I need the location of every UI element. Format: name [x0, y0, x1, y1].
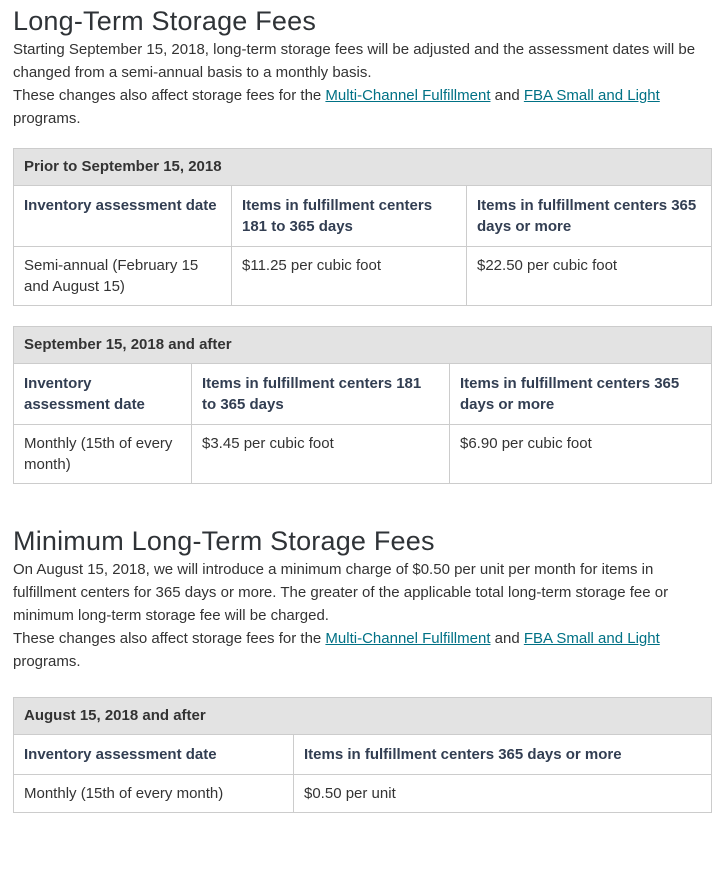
- multi-channel-fulfillment-link[interactable]: Multi-Channel Fulfillment: [325, 87, 491, 104]
- fba-small-and-light-link[interactable]: FBA Small and Light: [523, 630, 660, 647]
- column-header-181-365-days: Items in fulfillment centers 181 to 365 days: [232, 186, 467, 247]
- links-paragraph-text-before: These changes also affect storage fees for the: [13, 87, 326, 104]
- help-article: [0, 4, 724, 813]
- cell-minimum-fee: $0.50 per unit: [294, 775, 712, 813]
- table-row: [14, 247, 712, 306]
- cell-assessment-date: Semi-annual (February 15 and August 15): [14, 247, 232, 306]
- long-term-intro-paragraph: Starting September 15, 2018, long-term storage fees will be adjusted and the assessment dates will be changed from a semi-annual basis to a monthly basis.: [13, 41, 696, 81]
- table-caption-row: [14, 327, 712, 364]
- table-caption-row: [14, 698, 712, 735]
- links-paragraph-text-after: programs.: [13, 653, 81, 670]
- table-row: [14, 775, 712, 813]
- multi-channel-fulfillment-link[interactable]: Multi-Channel Fulfillment: [325, 630, 491, 647]
- table-prior-to-september-15-2018: [13, 148, 712, 306]
- page-title: Long-Term Storage Fees: [13, 6, 317, 36]
- column-header-365-days-or-more: Items in fulfillment centers 365 days or more: [450, 364, 712, 425]
- column-header-181-365-days: Items in fulfillment centers 181 to 365 days: [192, 364, 450, 425]
- table-september-15-2018-and-after: [13, 326, 712, 484]
- column-header-365-days-or-more: Items in fulfillment centers 365 days or more: [294, 735, 712, 775]
- table-caption: September 15, 2018 and after: [14, 327, 712, 364]
- table-header-row: [14, 364, 712, 425]
- cell-assessment-date: Monthly (15th of every month): [14, 425, 192, 484]
- cell-assessment-date: Monthly (15th of every month): [14, 775, 294, 813]
- column-header-assessment-date: Inventory assessment date: [14, 186, 232, 247]
- long-term-links-paragraph: [13, 84, 711, 130]
- table-header-row: [14, 186, 712, 247]
- table-caption: Prior to September 15, 2018: [14, 149, 712, 186]
- links-paragraph-text-between: and: [490, 630, 524, 647]
- links-paragraph-text-before: These changes also affect storage fees for the: [13, 630, 326, 647]
- minimum-fees-intro-paragraph: On August 15, 2018, we will introduce a minimum charge of $0.50 per unit per month for items in fulfillment centers for 365 days or more. The greater of the applicable total long-term storage fee or minimum long-term storage fee will be charged.: [13, 561, 669, 624]
- cell-fee-181-365: $3.45 per cubic foot: [192, 425, 450, 484]
- minimum-links-paragraph: [13, 627, 711, 673]
- links-paragraph-text-between: and: [490, 87, 524, 104]
- cell-fee-181-365: $11.25 per cubic foot: [232, 247, 467, 306]
- cell-fee-365-plus: $22.50 per cubic foot: [467, 247, 712, 306]
- table-caption: August 15, 2018 and after: [14, 698, 712, 735]
- links-paragraph-text-after: programs.: [13, 110, 81, 127]
- column-header-assessment-date: Inventory assessment date: [14, 364, 192, 425]
- table-august-15-2018-and-after: [13, 697, 712, 813]
- table-row: [14, 425, 712, 484]
- cell-fee-365-plus: $6.90 per cubic foot: [450, 425, 712, 484]
- minimum-fees-title: Minimum Long-Term Storage Fees: [13, 526, 435, 556]
- fba-small-and-light-link[interactable]: FBA Small and Light: [523, 87, 660, 104]
- column-header-365-days-or-more: Items in fulfillment centers 365 days or more: [467, 186, 712, 247]
- column-header-assessment-date: Inventory assessment date: [14, 735, 294, 775]
- table-header-row: [14, 735, 712, 775]
- table-caption-row: [14, 149, 712, 186]
